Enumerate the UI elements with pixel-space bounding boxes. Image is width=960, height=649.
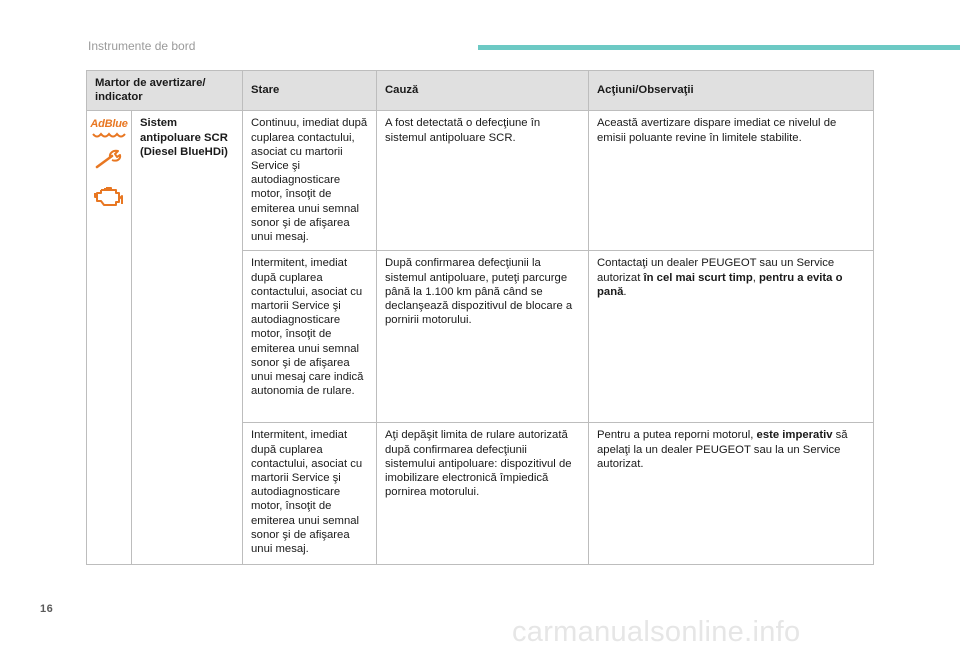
col-header-state: Stare <box>243 71 377 111</box>
indicator-name: Sistem antipoluare SCR (Diesel BlueHDi) <box>132 111 243 565</box>
wrench-icon <box>94 148 124 170</box>
warning-table <box>86 70 874 565</box>
col-header-indicator: Martor de avertizare/ indicator <box>87 71 243 111</box>
row1-cause: A fost detectată o defecţiune în sistemul antipoluare SCR. <box>377 111 589 251</box>
row3-actions-text-a: Pentru a putea reporni motorul, <box>597 429 757 442</box>
row3-cause: Aţi depăşit limita de rulare autorizată după confirmarea defecţiunii sistemului antipoluare: dispozitivul de imobilizare electronică împiedică pornirea motorului. <box>377 423 589 565</box>
row1-actions: Această avertizare dispare imediat ce nivelul de emisii poluante revine în limitele stabilite. <box>589 111 874 251</box>
row2-actions-bold-a: în cel mai scurt timp <box>643 271 753 284</box>
adblue-icon <box>85 117 133 139</box>
indicator-icons-cell <box>87 111 132 565</box>
row3-actions <box>589 423 874 565</box>
row2-cause: După confirmarea defecţiunii la sistemul antipoluare, puteţi parcurge până la 1.100 km până când se declanşează dispozitivul de blocare a pornirii motorului. <box>377 251 589 423</box>
row3-state: Intermitent, imediat după cuplarea contactului, asociat cu martorii Service şi autodiagnosticare motor, însoţit de emiterea unui semnal sonor şi de afişarea unui mesaj. <box>243 423 377 565</box>
watermark: carmanualsonline.info <box>512 616 801 648</box>
row2-actions <box>589 251 874 423</box>
row2-actions-text-c: . <box>623 285 627 298</box>
table-row <box>87 111 874 251</box>
adblue-label: AdBlue <box>90 118 128 131</box>
page-number: 16 <box>40 603 54 615</box>
row2-state: Intermitent, imediat după cuplarea contactului, asociat cu martorii Service şi autodiagnosticare motor, însoţit de emiterea unui semnal sonor şi de afişarea unui mesaj care indică autonomia de rulare. <box>243 251 377 423</box>
header-accent-bar <box>478 45 960 50</box>
section-title: Instrumente de bord <box>88 39 196 53</box>
engine-icon <box>92 184 126 208</box>
row2-actions-text-b: , <box>752 271 760 284</box>
table-header-row <box>87 71 874 111</box>
col-header-cause: Cauză <box>377 71 589 111</box>
row3-actions-bold: este imperativ <box>756 429 833 442</box>
row2-actions-bold-b: pentru a evita o pană <box>597 271 843 298</box>
row1-state: Continuu, imediat după cuplarea contactului, asociat cu martorii Service şi autodiagnosticare motor, însoţit de emiterea unui semnal sonor şi de afişarea unui mesaj. <box>243 111 377 251</box>
row2-actions-text-a: Contactaţi un dealer PEUGEOT sau un Service autorizat <box>597 257 835 284</box>
col-header-actions: Acţiuni/Observaţii <box>589 71 874 111</box>
row3-actions-text-b: să apelaţi la un dealer PEUGEOT sau la un Service autorizat. <box>597 429 848 470</box>
